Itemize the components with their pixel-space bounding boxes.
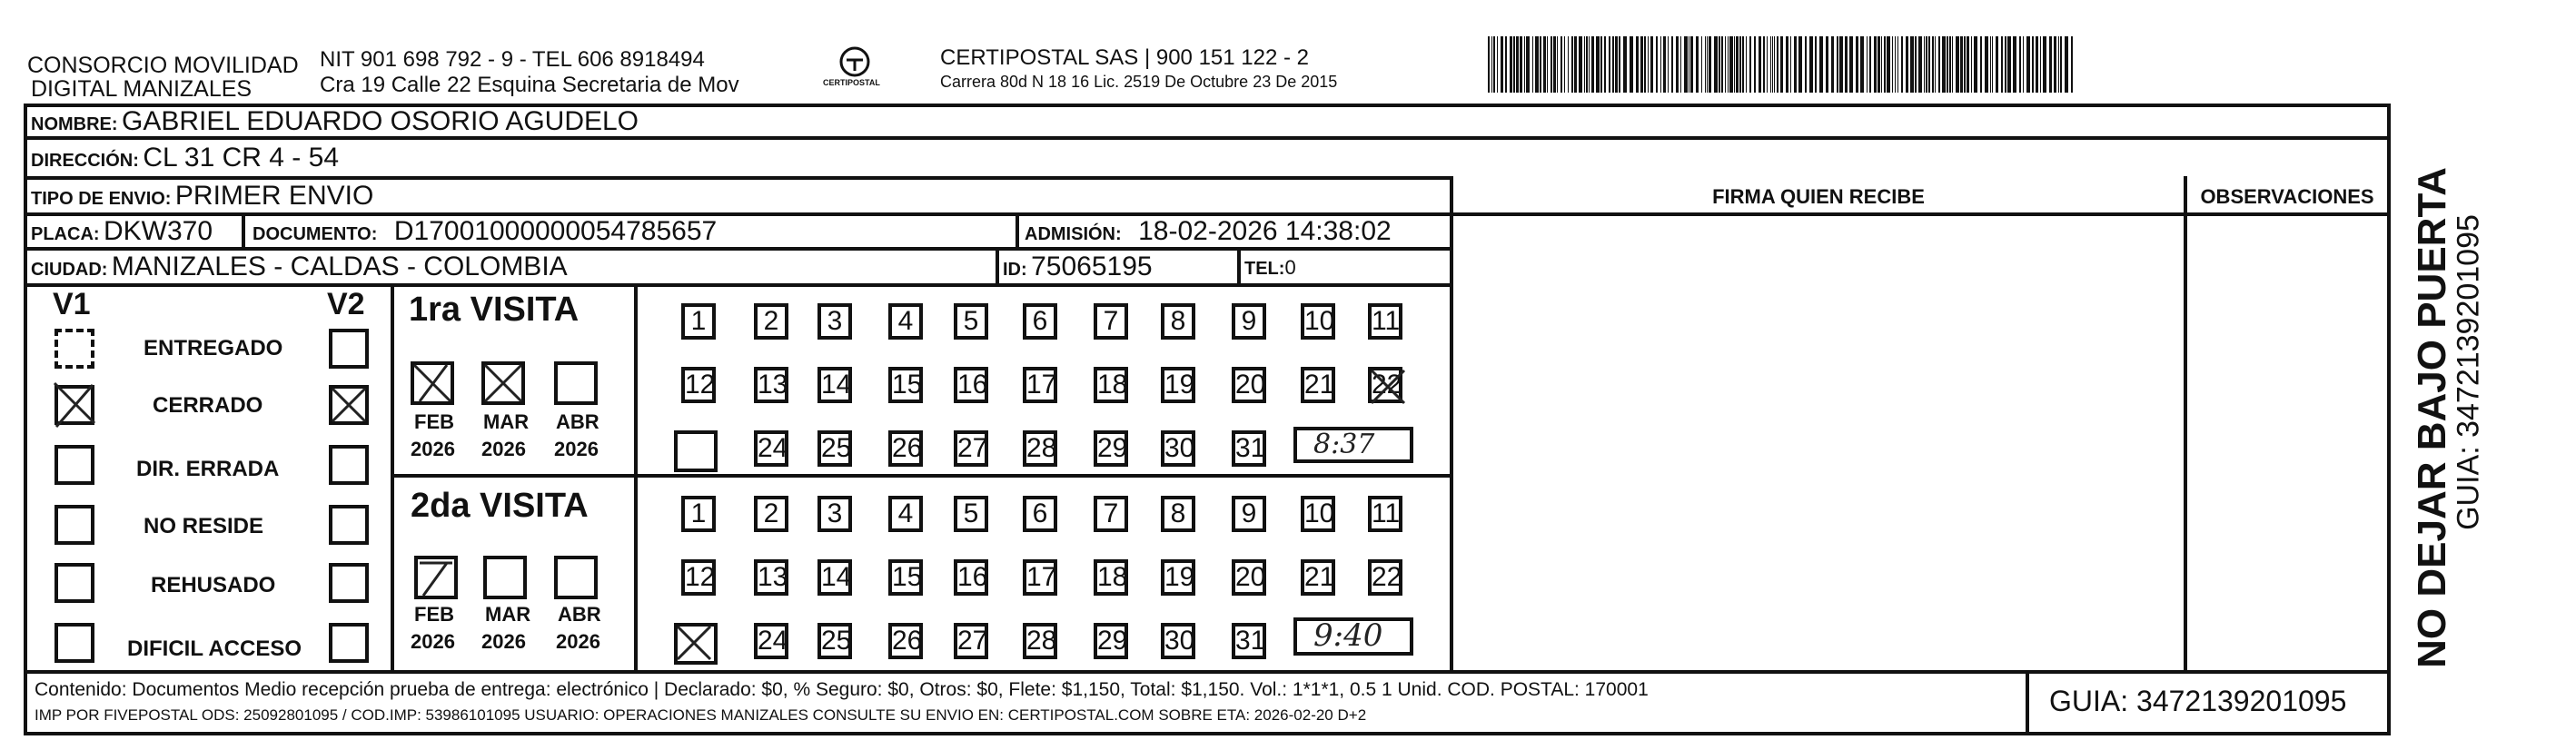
status-no-reside: NO RESIDE [144, 514, 264, 538]
day-cell[interactable]: 20 [1232, 367, 1266, 403]
day-cell[interactable]: 7 [1094, 496, 1128, 532]
visit1-month-feb: FEB [414, 410, 454, 433]
day-cell[interactable]: 30 [1161, 623, 1195, 659]
barcode-bar [1856, 36, 1858, 93]
barcode-bar [1591, 36, 1594, 93]
tipo-envio-row [31, 181, 373, 212]
direccion-row [31, 143, 339, 173]
barcode-bar [1488, 36, 1490, 93]
barcode-bar [1728, 36, 1729, 93]
v2-dificil-acceso-checkbox[interactable] [329, 623, 369, 663]
ciudad-value: MANIZALES - CALDAS - COLOMBIA [111, 252, 568, 281]
visit2-handwritten-time-box [1293, 617, 1413, 656]
barcode-bar [1786, 36, 1788, 93]
day-cell[interactable]: 8 [1161, 303, 1195, 340]
documento-label: DOCUMENTO: [253, 224, 378, 244]
barcode-bar [1491, 36, 1492, 93]
barcode-bar [2026, 36, 2030, 93]
visit1-handwritten-time: 8:37 [1313, 429, 1375, 460]
barcode-bar [1767, 36, 1768, 93]
header-barcode [1488, 36, 2214, 93]
visit2-year-feb: 2026 [411, 630, 455, 653]
barcode-bar [2054, 36, 2056, 93]
certipostal-line: CERTIPOSTAL SAS | 900 151 122 - 2 [940, 45, 1309, 70]
barcode-bar [1501, 36, 1503, 93]
visit2-feb-checkbox[interactable] [414, 556, 458, 599]
status-dir-errada: DIR. ERRADA [136, 457, 280, 481]
tipo-envio-label: TIPO DE ENVIO: [31, 189, 172, 209]
barcode-bar [1906, 36, 1908, 93]
day-cell[interactable]: 30 [1161, 430, 1195, 467]
tel-label: TEL: [1244, 259, 1285, 279]
day-cell[interactable]: 9 [1232, 496, 1266, 532]
barcode-bar [1734, 36, 1735, 93]
content-line: Contenido: Documentos Medio recepción prueba de entrega: electrónico | Declarado: $0, % Seguro: $0, Otros: $0, Flete: $1,150, Total: $1,150. Vol.: 1*1*1, 0.5 1 Unid. COD. POSTAL: 170001 [35, 679, 1649, 700]
status-dificil-acceso: DIFICIL ACCESO [127, 637, 302, 661]
id-cell [1003, 252, 1153, 282]
barcode-bar [1839, 36, 1843, 93]
barcode-bar [2013, 36, 2016, 93]
barcode-bar [1772, 36, 1773, 93]
barcode-bar [1671, 36, 1673, 93]
visit1-year-mar: 2026 [481, 438, 526, 460]
barcode-bar [1884, 36, 1886, 93]
day-cell[interactable]: 10 [1301, 496, 1335, 532]
barcode-bar [1736, 36, 1739, 93]
v2-no-reside-checkbox[interactable] [329, 505, 369, 545]
day-cell[interactable]: 20 [1232, 559, 1266, 596]
barcode-bar [1949, 36, 1951, 93]
day-cell[interactable]: 19 [1161, 559, 1195, 596]
day-cell[interactable]: 3 [817, 496, 852, 532]
barcode-bar [1513, 36, 1515, 93]
day-cell[interactable]: 29 [1094, 430, 1128, 467]
barcode-bar [1935, 36, 1936, 93]
v2-dir-errada-checkbox[interactable] [329, 445, 369, 485]
day-cell[interactable]: 13 [754, 559, 788, 596]
barcode-bar [1705, 36, 1706, 93]
day-cell[interactable]: 25 [817, 623, 852, 659]
day-cell[interactable]: 6 [1023, 303, 1057, 340]
barcode-bar [2065, 36, 2068, 93]
barcode-bar [1526, 36, 1530, 93]
id-label: ID: [1003, 260, 1027, 280]
visit1-month-abr: ABR [556, 410, 599, 433]
barcode-bar [1881, 36, 1882, 93]
day-cell[interactable]: 14 [817, 559, 852, 596]
barcode-bar [1819, 36, 1823, 93]
barcode-bar [1589, 36, 1590, 93]
barcode-bar [1892, 36, 1893, 93]
barcode-bar [1516, 36, 1519, 93]
barcode-bar [1746, 36, 1747, 93]
barcode-bar [1493, 36, 1495, 93]
barcode-bar [1714, 36, 1718, 93]
barcode-bar [1540, 36, 1541, 93]
visit1-handwritten-time-box [1293, 427, 1413, 463]
barcode-bar [1696, 36, 1699, 93]
day-cell[interactable]: 5 [954, 303, 988, 340]
v1-dir-errada-checkbox[interactable] [54, 445, 94, 485]
barcode-bar [1636, 36, 1639, 93]
visit1-title: 1ra VISITA [409, 291, 580, 329]
barcode-bar [1497, 36, 1498, 93]
barcode-bar [1574, 36, 1577, 93]
barcode-bar [1535, 36, 1539, 93]
barcode-bar [1926, 36, 1927, 93]
placa-value: DKW370 [104, 216, 213, 246]
admision-cell [1025, 216, 1392, 247]
barcode-bar [1690, 36, 1693, 93]
barcode-bar [2023, 36, 2024, 93]
day-cell[interactable]: 6 [1023, 496, 1057, 532]
barcode-bar [1623, 36, 1627, 93]
day-cell[interactable]: 15 [888, 559, 923, 596]
barcode-bar [1557, 36, 1558, 93]
cross-mark-icon [672, 621, 716, 665]
day-cell[interactable]: 28 [1023, 430, 1057, 467]
barcode-bar [1553, 36, 1556, 93]
v2-rehusado-checkbox[interactable] [329, 563, 369, 603]
ciudad-cell [31, 252, 568, 282]
day-cell[interactable]: 21 [1301, 367, 1335, 403]
barcode-bar [1964, 36, 1966, 93]
barcode-bar [2005, 36, 2006, 93]
barcode-bar [2058, 36, 2059, 93]
barcode-bar [1924, 36, 1925, 93]
day-cell[interactable]: 24 [754, 430, 788, 467]
documento-cell [253, 216, 717, 247]
day-cell[interactable]: 18 [1094, 367, 1128, 403]
placa-label: PLACA: [31, 224, 100, 244]
day-cell[interactable]: 21 [1301, 559, 1335, 596]
visit2-month-feb: FEB [414, 603, 454, 626]
barcode-bar [1604, 36, 1606, 93]
barcode-bar [1644, 36, 1646, 93]
barcode-bar [2019, 36, 2021, 93]
barcode-bar [1770, 36, 1771, 93]
barcode-bar [1780, 36, 1783, 93]
barcode-bar [2049, 36, 2052, 93]
tipo-envio-value: PRIMER ENVIO [174, 181, 374, 211]
barcode-bar [1763, 36, 1765, 93]
barcode-bar [1660, 36, 1661, 93]
visit2-mar-checkbox[interactable] [483, 556, 527, 599]
nombre-value: GABRIEL EDUARDO OSORIO AGUDELO [122, 106, 639, 136]
barcode-bar [1568, 36, 1569, 93]
barcode-bar [1990, 36, 1991, 93]
barcode-bar [1809, 36, 1813, 93]
visit1-mar-checkbox[interactable] [481, 361, 525, 405]
barcode-bar [1790, 36, 1791, 93]
barcode-bar [1543, 36, 1546, 93]
visit2-handwritten-time: 9:40 [1313, 617, 1383, 654]
barcode-bar [1869, 36, 1871, 93]
barcode-bar [1680, 36, 1681, 93]
barcode-bar [1579, 36, 1582, 93]
cross-mark-icon [1366, 365, 1410, 409]
barcode-bar [1742, 36, 1744, 93]
barcode-bar [1560, 36, 1562, 93]
barcode-bar [1996, 36, 1998, 93]
v1-cerrado-checkbox[interactable] [54, 385, 94, 425]
day-cell[interactable]: 27 [954, 430, 988, 467]
day-cell[interactable] [674, 623, 718, 665]
barcode-bar [1564, 36, 1565, 93]
barcode-bar [2040, 36, 2041, 93]
barcode-bar [1910, 36, 1914, 93]
barcode-bar [1510, 36, 1512, 93]
day-cell[interactable]: 5 [954, 496, 988, 532]
visit2-month-mar: MAR [485, 603, 531, 626]
v2-header: V2 [327, 287, 365, 321]
day-cell[interactable]: 11 [1368, 303, 1402, 340]
company-name-line2: DIGITAL MANIZALES [31, 76, 253, 102]
day-cell[interactable]: 19 [1161, 367, 1195, 403]
observaciones-header: OBSERVACIONES [2200, 185, 2374, 208]
direccion-value: CL 31 CR 4 - 54 [143, 143, 339, 173]
certipostal-logo-text: CERTIPOSTAL [823, 78, 880, 87]
barcode-bar [1584, 36, 1585, 93]
barcode-bar [1794, 36, 1797, 93]
barcode-bar [1668, 36, 1669, 93]
barcode-bar [1874, 36, 1877, 93]
v1-dificil-acceso-checkbox[interactable] [54, 623, 94, 663]
barcode-bar [1952, 36, 1953, 93]
day-cell[interactable]: 7 [1094, 303, 1128, 340]
nombre-row [31, 106, 639, 137]
barcode-bar [1596, 36, 1600, 93]
barcode-bar [1985, 36, 1988, 93]
no-dejar-bajo-puerta: NO DEJAR BAJO PUERTA [2410, 167, 2454, 668]
barcode-bar [1721, 36, 1723, 93]
day-cell[interactable]: 2 [754, 303, 788, 340]
barcode-bar [1754, 36, 1756, 93]
barcode-bar [1947, 36, 1948, 93]
barcode-bar [1547, 36, 1548, 93]
barcode-bar [1701, 36, 1702, 93]
barcode-bar [1815, 36, 1817, 93]
barcode-bar [1942, 36, 1946, 93]
barcode-bar [1707, 36, 1708, 93]
tel-value: 0 [1284, 256, 1296, 279]
barcode-bar [1615, 36, 1618, 93]
barcode-bar [1867, 36, 1868, 93]
barcode-bar [1837, 36, 1838, 93]
admision-value: 18-02-2026 14:38:02 [1138, 216, 1392, 246]
barcode-bar [1938, 36, 1940, 93]
barcode-bar [1974, 36, 1977, 93]
day-cell[interactable]: 12 [681, 559, 716, 596]
barcode-bar [2060, 36, 2062, 93]
placa-cell [31, 216, 213, 247]
barcode-bar [1849, 36, 1853, 93]
barcode-bar [1739, 36, 1741, 93]
v1-no-reside-checkbox[interactable] [54, 505, 94, 545]
day-cell[interactable]: 29 [1094, 623, 1128, 659]
day-cell[interactable]: 11 [1368, 496, 1402, 532]
visit1-feb-checkbox[interactable] [411, 361, 454, 405]
day-cell[interactable]: 4 [888, 496, 923, 532]
firma-header: FIRMA QUIEN RECIBE [1712, 185, 1925, 208]
barcode-bar [2001, 36, 2003, 93]
barcode-bar [1918, 36, 1922, 93]
visit1-month-mar: MAR [483, 410, 530, 433]
documento-value: D17001000000054785657 [393, 216, 718, 246]
barcode-bar [1928, 36, 1930, 93]
barcode-bar [1725, 36, 1726, 93]
barcode-bar [1774, 36, 1775, 93]
visit2-abr-checkbox[interactable] [554, 556, 598, 599]
day-cell[interactable]: 25 [817, 430, 852, 467]
status-cerrado: CERRADO [153, 393, 263, 418]
visit2-year-mar: 2026 [481, 630, 526, 653]
day-cell[interactable]: 22 [1368, 559, 1402, 596]
barcode-bar [1895, 36, 1896, 93]
side-guia: GUIA: 3472139201095 [2451, 214, 2486, 530]
barcode-bar [1520, 36, 1522, 93]
v1-rehusado-checkbox[interactable] [54, 563, 94, 603]
barcode-bar [1630, 36, 1633, 93]
day-cell[interactable]: 16 [954, 367, 988, 403]
barcode-bar [1719, 36, 1720, 93]
barcode-bar [2007, 36, 2011, 93]
ciudad-label: CIUDAD: [31, 260, 108, 280]
day-cell[interactable]: 17 [1023, 559, 1057, 596]
v1-header: V1 [53, 287, 91, 321]
day-cell[interactable]: 4 [888, 303, 923, 340]
barcode-bar [1967, 36, 1969, 93]
day-cell[interactable]: 18 [1094, 559, 1128, 596]
visit2-title: 2da VISITA [411, 487, 589, 525]
barcode-bar [1960, 36, 1963, 93]
barcode-bar [1586, 36, 1588, 93]
barcode-bar [1777, 36, 1778, 93]
day-cell[interactable]: 3 [817, 303, 852, 340]
company-name-line1: CONSORCIO MOVILIDAD [27, 53, 299, 78]
barcode-bar [2036, 36, 2038, 93]
barcode-bar [1992, 36, 1993, 93]
v2-cerrado-checkbox[interactable] [329, 385, 369, 425]
barcode-bar [1676, 36, 1679, 93]
barcode-bar [1640, 36, 1643, 93]
company-address: Cra 19 Calle 22 Esquina Secretaria de Mov [320, 73, 739, 97]
nombre-label: NOMBRE: [31, 114, 118, 134]
day-cell[interactable]: 10 [1301, 303, 1335, 340]
visit2-year-abr: 2026 [556, 630, 600, 653]
barcode-bar [1915, 36, 1917, 93]
barcode-bar [1684, 36, 1688, 93]
barcode-bar [1897, 36, 1898, 93]
day-cell[interactable]: 26 [888, 430, 923, 467]
day-cell[interactable]: 24 [754, 623, 788, 659]
day-cell[interactable]: 31 [1232, 623, 1266, 659]
barcode-bar [1887, 36, 1890, 93]
barcode-bar [1532, 36, 1533, 93]
day-cell[interactable]: 27 [954, 623, 988, 659]
barcode-bar [1571, 36, 1573, 93]
barcode-bar [1609, 36, 1610, 93]
barcode-bar [1524, 36, 1525, 93]
day-cell[interactable]: 26 [888, 623, 923, 659]
barcode-bar [1650, 36, 1653, 93]
barcode-bar [1663, 36, 1666, 93]
direccion-label: DIRECCIÓN: [31, 151, 139, 171]
admision-label: ADMISIÓN: [1025, 224, 1122, 244]
day-cell[interactable]: 8 [1161, 496, 1195, 532]
v2-entregado-checkbox[interactable] [329, 329, 369, 369]
barcode-bar [1709, 36, 1711, 93]
day-cell[interactable] [674, 430, 718, 472]
status-entregado: ENTREGADO [144, 336, 283, 360]
barcode-bar [1980, 36, 1982, 93]
visit2-month-abr: ABR [558, 603, 601, 626]
day-cell[interactable]: 14 [817, 367, 852, 403]
barcode-bar [1648, 36, 1649, 93]
barcode-bar [1749, 36, 1751, 93]
barcode-bar [2071, 36, 2073, 93]
barcode-bar [1971, 36, 1972, 93]
day-cell[interactable]: 1 [681, 496, 716, 532]
barcode-bar [1932, 36, 1934, 93]
barcode-bar [1845, 36, 1848, 93]
barcode-bar [1826, 36, 1828, 93]
barcode-bar [1729, 36, 1733, 93]
barcode-bar [1860, 36, 1864, 93]
barcode-bar [1878, 36, 1880, 93]
barcode-bar [1759, 36, 1761, 93]
visit1-year-abr: 2026 [554, 438, 599, 460]
day-cell[interactable]: 17 [1023, 367, 1057, 403]
day-cell[interactable]: 1 [681, 303, 716, 340]
day-cell[interactable]: 28 [1023, 623, 1057, 659]
barcode-bar [1551, 36, 1552, 93]
day-cell[interactable]: 31 [1232, 430, 1266, 467]
day-cell[interactable]: 22 [1368, 367, 1402, 403]
barcode-bar [1612, 36, 1614, 93]
barcode-bar [1600, 36, 1602, 93]
id-value: 75065195 [1031, 252, 1153, 281]
barcode-bar [2043, 36, 2046, 93]
tel-cell [1244, 256, 1296, 280]
imp-line: IMP POR FIVEPOSTAL ODS: 25092801095 / COD.IMP: 53986101095 USUARIO: OPERACIONES MANIZALES CONSULTE SU ENVIO EN: CERTIPOSTAL.COM SOBRE ETA: 2026-02-20 D+2 [35, 706, 1367, 724]
certipostal-address: Carrera 80d N 18 16 Lic. 2519 De Octubre 23 De 2015 [940, 73, 1338, 91]
barcode-bar [1505, 36, 1507, 93]
day-cell[interactable]: 13 [754, 367, 788, 403]
day-cell[interactable]: 12 [681, 367, 716, 403]
barcode-bar [1831, 36, 1834, 93]
day-cell[interactable]: 9 [1232, 303, 1266, 340]
barcode-bar [2032, 36, 2034, 93]
barcode-bar [1656, 36, 1658, 93]
status-rehusado: REHUSADO [151, 573, 276, 597]
visit1-year-feb: 2026 [411, 438, 455, 460]
day-cell[interactable]: 16 [954, 559, 988, 596]
barcode-bar [1798, 36, 1802, 93]
footer-guia: GUIA: 3472139201095 [2049, 685, 2347, 717]
barcode-bar [1956, 36, 1959, 93]
barcode-bar [1805, 36, 1807, 93]
visit1-abr-checkbox[interactable] [554, 361, 598, 405]
barcode-bar [1619, 36, 1620, 93]
day-cell[interactable]: 2 [754, 496, 788, 532]
nit-line: NIT 901 698 792 - 9 - TEL 606 8918494 [320, 47, 705, 72]
day-cell[interactable]: 15 [888, 367, 923, 403]
v1-entregado-checkbox[interactable] [54, 329, 94, 369]
barcode-bar [1901, 36, 1903, 93]
